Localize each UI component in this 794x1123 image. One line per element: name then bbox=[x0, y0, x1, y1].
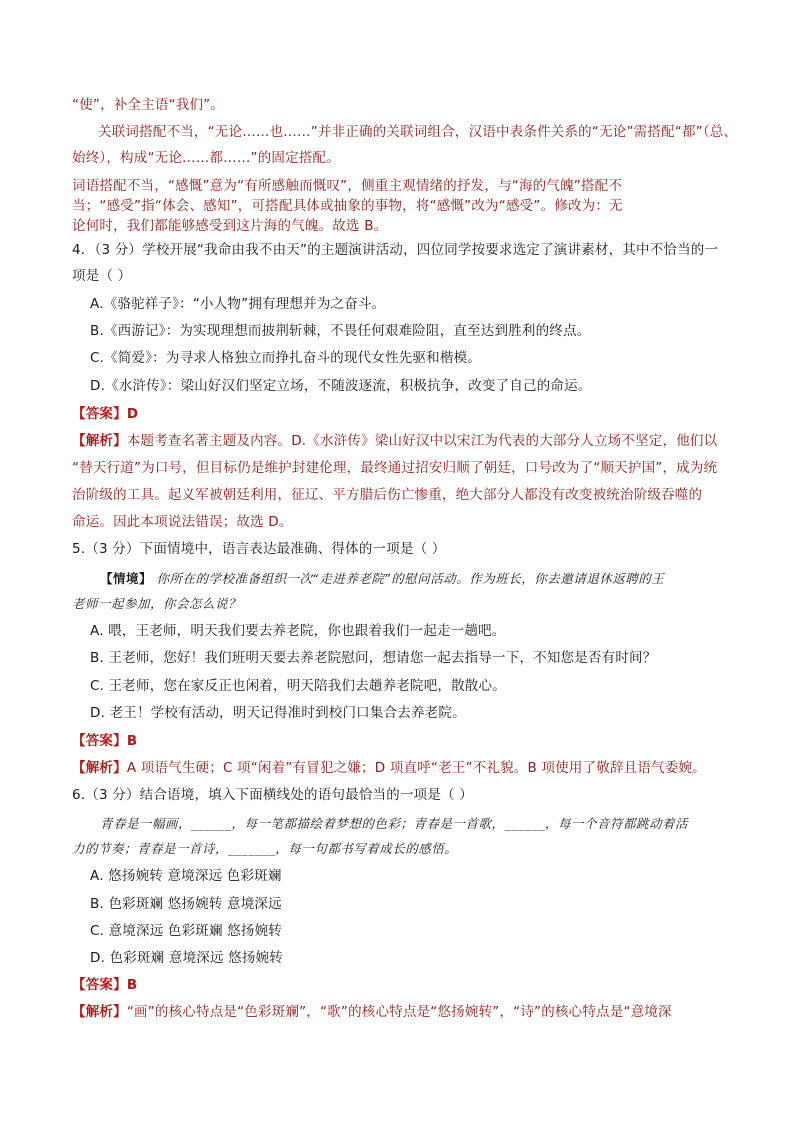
q5-answer bbox=[72, 731, 137, 751]
q6-stem: 6.（3 分）结合语境，填入下面横线处的语句最恰当的一项是（ ） bbox=[72, 787, 473, 803]
explanation-line-5: 当；“感受”指“体会、感知”，可搭配具体或抽象的事物，将“感慨”改为“感受”。修改为：无 bbox=[72, 198, 623, 214]
q6-option-b: B. 色彩斑斓 悠扬婉转 意境深远 bbox=[90, 896, 282, 912]
answer-value: B bbox=[126, 733, 138, 749]
q4-answer bbox=[72, 404, 138, 424]
q4-option-c: C.《简爱》：为寻求人格独立而挣扎奋斗的现代女性先驱和楷模。 bbox=[90, 350, 481, 366]
explanation-line-2: 关联词搭配不当，“无论……也……”并非正确的关联词组合，汉语中表条件关系的“无论”需搭配“都”（总、 bbox=[98, 124, 738, 140]
q5-option-d: D. 老王！学校有活动，明天记得准时到校门口集合去养老院。 bbox=[90, 705, 466, 721]
q5-option-b: B. 王老师，您好！我们班明天要去养老院慰问，想请您一起去指导一下，不知您是否有时间？ bbox=[90, 650, 657, 666]
q4-stem-line-1: 4．（3 分）学校开展“我命由我不由天”的主题演讲活动，四位同学按要求选定了演讲素材，其中不恰当的一 bbox=[72, 242, 719, 258]
q4-option-d: D.《水浒传》：梁山好汉们坚定立场，不随波逐流，积极抗争，改变了自己的命运。 bbox=[90, 378, 592, 394]
q6-analysis bbox=[72, 1002, 672, 1022]
q6-answer bbox=[72, 975, 137, 995]
analysis-text: 本题考查名著主题及内容。D.《水浒传》梁山好汉中以宋江为代表的大部分人立场不坚定，他们以 bbox=[126, 433, 718, 449]
q4-stem-line-2: 项是（ ） bbox=[72, 268, 132, 284]
q6-option-a: A. 悠扬婉转 意境深远 色彩斑斓 bbox=[90, 868, 282, 884]
q6-passage-line-2: 力的节奏；青春是一首诗，_______，每一句都书写着成长的感悟。 bbox=[72, 841, 458, 856]
q5-stem: 5.（3 分）下面情境中，语言表达最准确、得体的一项是（ ） bbox=[72, 541, 446, 557]
q6-passage-line-1: 青春是一幅画，______，每一笔都描绘着梦想的色彩；青春是一首歌，______，每一个音符都跳动着活 bbox=[100, 816, 689, 831]
q4-analysis-line-1 bbox=[72, 431, 717, 451]
q5-situation-line-1 bbox=[100, 569, 664, 589]
q5-situation-line-2: 老师一起参加，你会怎么说？ bbox=[72, 596, 242, 611]
analysis-text: “画”的核心特点是“色彩斑斓”，“歌”的核心特点是“悠扬婉转”，“诗”的核心特点是“意境深 bbox=[126, 1004, 672, 1020]
answer-value: D bbox=[126, 406, 139, 422]
q4-analysis-line-3: 治阶级的工具。起义军被朝廷利用，征辽、平方腊后伤亡惨重，绝大部分人都没有改变被统治阶级吞噬的 bbox=[72, 487, 703, 503]
situation-tag: 【情境】 bbox=[100, 571, 153, 586]
q6-option-d: D. 色彩斑斓 意境深远 悠扬婉转 bbox=[90, 950, 283, 966]
q4-option-a: A.《骆驼祥子》：“小人物”拥有理想并为之奋斗。 bbox=[90, 296, 386, 312]
situation-text: 你所在的学校准备组织一次“走进养老院”的慰问活动。作为班长，你去邀请退休返聘的王 bbox=[156, 571, 665, 586]
q4-analysis-line-4: 命运。因此本项说法错误；故选 D。 bbox=[72, 514, 293, 530]
q4-analysis-line-2: “替天行道”为口号，但目标仍是维护封建伦理，最终通过招安归顺了朝廷，口号改为了“顺天护国”，成为统 bbox=[72, 460, 718, 476]
answer-value: B bbox=[126, 977, 138, 993]
answer-tag: 【答案】 bbox=[72, 977, 127, 993]
q5-option-c: C. 王老师，您在家反正也闲着，明天陪我们去趟养老院吧，散散心。 bbox=[90, 678, 506, 694]
explanation-line-3: 始终），构成“无论……都……”的固定搭配。 bbox=[72, 150, 340, 166]
analysis-tag: 【解析】 bbox=[72, 1004, 127, 1020]
explanation-line-4: 词语搭配不当，“感慨”意为“有所感触而慨叹”，侧重主观情绪的抒发，与“海的气魄”搭配不 bbox=[72, 178, 623, 194]
q6-option-c: C. 意境深远 色彩斑斓 悠扬婉转 bbox=[90, 923, 282, 939]
analysis-text: A 项语气生硬；C 项“闲着”有冒犯之嫌；D 项直呼“老王”不礼貌。B 项使用了敬辞且语气委婉。 bbox=[126, 760, 706, 776]
q4-option-b: B.《西游记》：为实现理想而披荆斩棘，不畏任何艰难险阻，直至达到胜利的终点。 bbox=[90, 323, 591, 339]
explanation-line-1: “使”，补全主语“我们”。 bbox=[72, 97, 225, 113]
explanation-line-6: 论何时，我们都能够感受到这片海的气魄。故选 B。 bbox=[72, 218, 388, 234]
answer-tag: 【答案】 bbox=[72, 406, 127, 422]
answer-tag: 【答案】 bbox=[72, 733, 127, 749]
q5-option-a: A. 喂，王老师，明天我们要去养老院，你也跟着我们一起走一趟吧。 bbox=[90, 623, 506, 639]
q5-analysis bbox=[72, 758, 706, 778]
analysis-tag: 【解析】 bbox=[72, 433, 127, 449]
analysis-tag: 【解析】 bbox=[72, 760, 127, 776]
